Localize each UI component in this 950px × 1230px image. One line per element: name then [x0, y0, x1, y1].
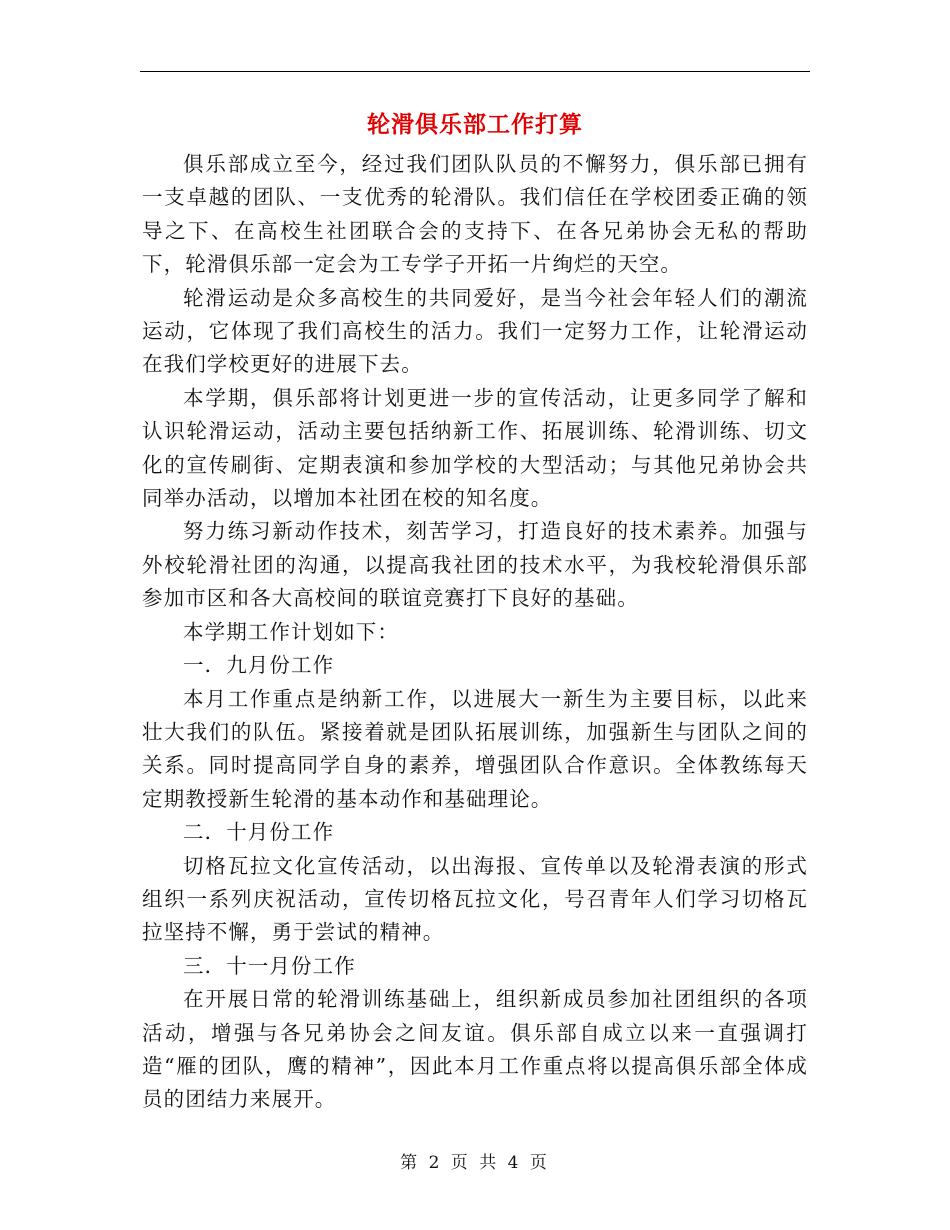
paragraph-september: 本月工作重点是纳新工作，以进展大一新生为主要目标，以此来壮大我们的队伍。紧接着就是团队拓展训练，加强新生与团队之间的关系。同时提高同学自身的素养，增强团队合作意识。全体教练每天定期教授新生轮滑的基本动作和基础理论。	[142, 686, 808, 811]
paragraph-technique: 努力练习新动作技术，刻苦学习，打造良好的技术素养。加强与外校轮滑社团的沟通，以提高我社团的技术水平，为我校轮滑俱乐部参加市区和各大高校间的联谊竞赛打下良好的基础。	[142, 519, 808, 611]
paragraph-plan-heading: 本学期工作计划如下：	[183, 619, 399, 644]
paragraph-intro: 俱乐部成立至今，经过我们团队队员的不懈努力，俱乐部已拥有一支卓越的团队、一支优秀的轮滑队。我们信任在学校团委正确的领导之下、在高校生社团联合会的支持下、在各兄弟协会无私的帮助下，轮滑俱乐部一定会为工专学子开拓一片绚烂的天空。	[142, 152, 808, 277]
paragraph-october: 切格瓦拉文化宣传活动，以出海报、宣传单以及轮滑表演的形式组织一系列庆祝活动，宣传切格瓦拉文化，号召青年人们学习切格瓦拉坚持不懈，勇于尝试的精神。	[142, 853, 808, 945]
paragraph-sport: 轮滑运动是众多高校生的共同爱好，是当今社会年轻人们的潮流运动，它体现了我们高校生的活力。我们一定努力工作，让轮滑运动在我们学校更好的进展下去。	[142, 285, 808, 377]
section-heading-september: 一．九月份工作	[183, 653, 335, 678]
page-number-footer: 第 2 页 共 4 页	[400, 1153, 550, 1173]
header-rule	[140, 71, 810, 72]
section-heading-october: 二．十月份工作	[183, 820, 335, 845]
document-body	[142, 148, 808, 1117]
document-title: 轮滑俱乐部工作打算	[367, 111, 583, 138]
section-heading-november: 三．十一月份工作	[183, 953, 356, 978]
paragraph-november: 在开展日常的轮滑训练基础上，组织新成员参加社团组织的各项活动，增强与各兄弟协会之间友谊。俱乐部自成立以来一直强调打造“雁的团队，鹰的精神”，因此本月工作重点将以提高俱乐部全体成员的团结力来展开。	[142, 987, 808, 1112]
paragraph-semester-plan: 本学期，俱乐部将计划更进一步的宣传活动，让更多同学了解和认识轮滑运动，活动主要包括纳新工作、拓展训练、轮滑训练、切文化的宣传刷街、定期表演和参加学校的大型活动；与其他兄弟协会共同举办活动，以增加本社团在校的知名度。	[142, 385, 808, 511]
